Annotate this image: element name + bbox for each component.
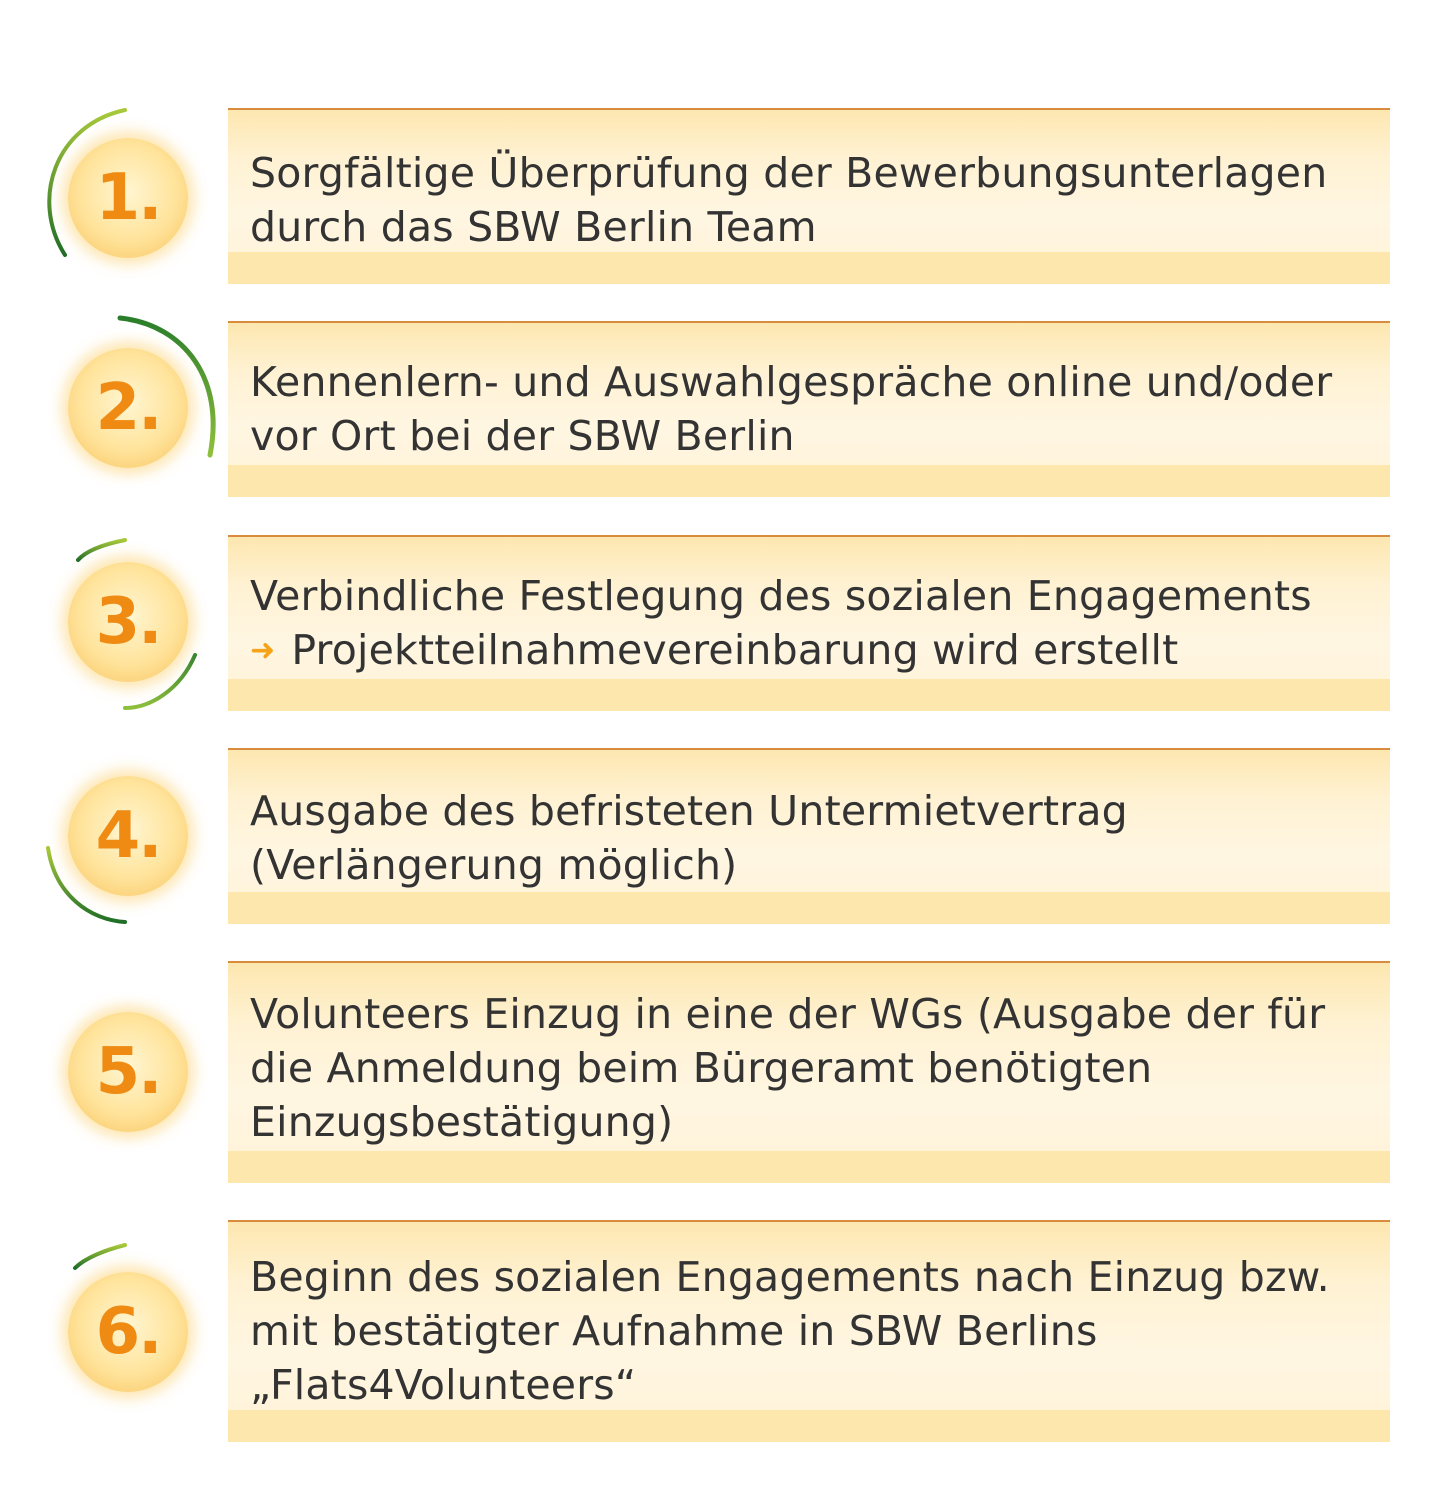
step-3-box [228, 535, 1390, 711]
step-2-number-badge [68, 348, 188, 468]
step-6-number-badge [68, 1272, 188, 1392]
right-arrow-icon: ➜ [250, 633, 276, 668]
step-3-text-block [250, 569, 1370, 682]
step-2-band [228, 465, 1390, 497]
step-4-text: Ausgabe des befristeten Untermietvertrag (Verlängerung möglich) [250, 787, 1128, 889]
step-4-number-badge [68, 776, 188, 896]
step-3-arrow-line [250, 623, 1370, 682]
step-3-number: 3. [95, 585, 161, 659]
step-5-box [228, 961, 1390, 1183]
step-1-box [228, 108, 1390, 284]
step-4-box [228, 748, 1390, 924]
step-5-text: Volunteers Einzug in eine der WGs (Ausgabe der für die Anmeldung beim Bürgeramt benötigten Einzugsbestätigung) [250, 990, 1326, 1146]
step-3-number-badge [68, 562, 188, 682]
step-6-number: 6. [95, 1295, 161, 1369]
step-4-band [228, 892, 1390, 924]
step-6-box [228, 1220, 1390, 1442]
step-2-box [228, 321, 1390, 497]
step-3-band [228, 679, 1390, 711]
step-2-number: 2. [95, 371, 161, 445]
step-6-band [228, 1410, 1390, 1442]
step-3-text: Verbindliche Festlegung des sozialen Engagements [250, 572, 1312, 620]
step-1-number-badge [68, 138, 188, 258]
step-1-number: 1. [95, 161, 161, 235]
step-5-number-badge [68, 1012, 188, 1132]
step-1-band [228, 252, 1390, 284]
step-1-text: Sorgfältige Überprüfung der Bewerbungsunterlagen durch das SBW Berlin Team [250, 149, 1328, 251]
step-6-text: Beginn des sozialen Engagements nach Einzug bzw. mit bestätigter Aufnahme in SBW Berlins „Flats4Volunteers“ [250, 1253, 1330, 1409]
step-5-band [228, 1151, 1390, 1183]
step-3-arrow-text: Projektteilnahmevereinbarung wird erstellt [291, 626, 1179, 674]
step-2-text: Kennenlern- und Auswahlgespräche online und/oder vor Ort bei der SBW Berlin [250, 358, 1333, 460]
step-5-number: 5. [95, 1035, 161, 1109]
step-4-number: 4. [95, 799, 161, 873]
